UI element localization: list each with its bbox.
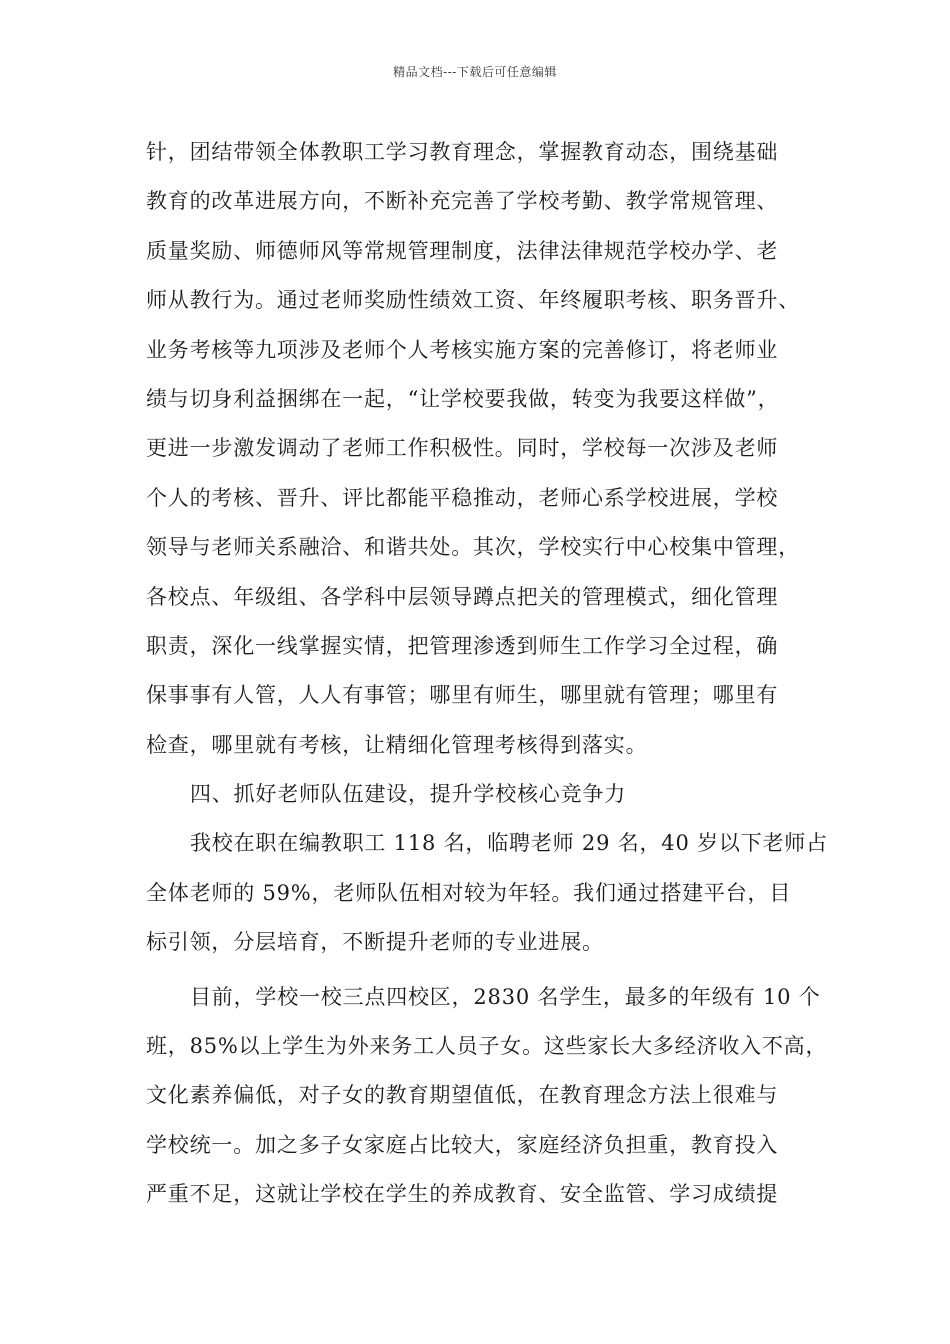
text-line: 业务考核等九项涉及老师个人考核实施方案的完善修订，将老师业 [146, 337, 779, 362]
text-line: 各校点、年级组、各学科中层领导蹲点把关的管理模式，细化管理 [146, 584, 779, 609]
text-line: 检查，哪里就有考核，让精细化管理考核得到落实。 [146, 732, 648, 757]
text-line: 标引领，分层培育，不断提升老师的专业进展。 [146, 930, 604, 955]
text-line: 学校统一。加之多子女家庭占比较大，家庭经济负担重，教育投入 [146, 1132, 779, 1157]
text-line: 目前，学校一校三点四校区，2830 名学生，最多的年级有 10 个 [190, 984, 821, 1009]
text-line: 严重不足，这就让学校在学生的养成教育、安全监管、学习成绩提 [146, 1182, 779, 1207]
text-line: 我校在职在编教职工 118 名，临聘老师 29 名，40 岁以下老师占 [190, 831, 828, 856]
section-heading: 四、抓好老师队伍建设，提升学校核心竞争力 [190, 782, 626, 807]
text-line: 个人的考核、晋升、评比都能平稳推动，老师心系学校进展，学校 [146, 485, 779, 510]
text-line: 保事事有人管，人人有事管；哪里有师生，哪里就有管理；哪里有 [146, 683, 779, 708]
text-line: 职责，深化一线掌握实情，把管理渗透到师生工作学习全过程，确 [146, 633, 779, 658]
text-line: 班，85%以上学生为外来务工人员子女。这些家长大多经济收入不高， [146, 1034, 828, 1059]
page-header: 精品文档---下载后可任意编辑 [393, 65, 557, 79]
text-line: 更进一步激发调动了老师工作积极性。同时，学校每一次涉及老师 [146, 436, 779, 461]
text-line: 领导与老师关系融洽、和谐共处。其次，学校实行中心校集中管理， [146, 535, 800, 560]
text-line: 绩与切身利益捆绑在一起，“让学校要我做，转变为我要这样做”， [146, 386, 780, 411]
text-line: 文化素养偏低，对子女的教育期望值低，在教育理念方法上很难与 [146, 1083, 779, 1108]
text-line: 教育的改革进展方向，不断补充完善了学校考勤、教学常规管理、 [146, 189, 779, 214]
text-line: 全体老师的 59%，老师队伍相对较为年轻。我们通过搭建平台，目 [146, 880, 792, 905]
text-line: 师从教行为。通过老师奖励性绩效工资、年终履职考核、职务晋升、 [146, 288, 800, 313]
document-body [146, 128, 826, 1220]
text-line: 质量奖励、师德师风等常规管理制度，法律法律规范学校办学、老 [146, 238, 779, 263]
text-line: 针，团结带领全体教职工学习教育理念，掌握教育动态，围绕基础 [146, 140, 779, 164]
